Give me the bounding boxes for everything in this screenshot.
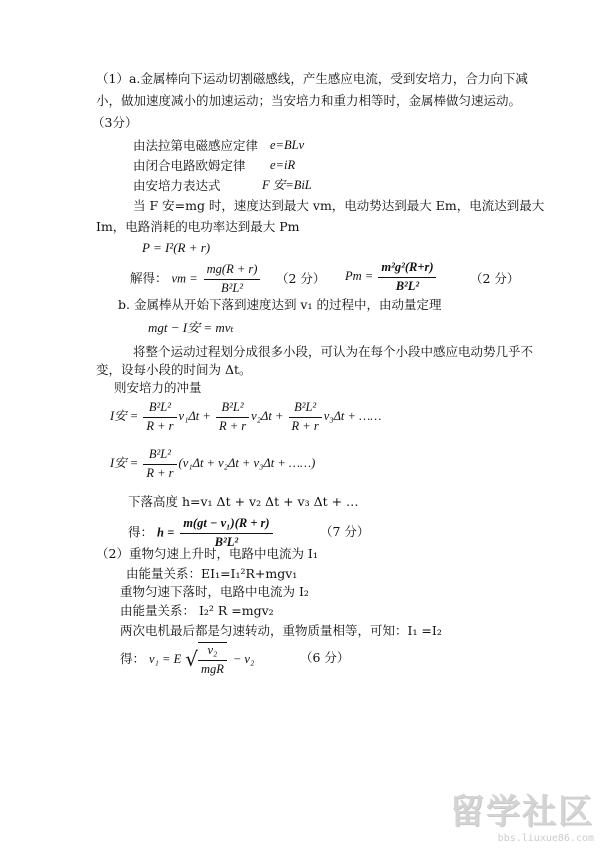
pm-result <box>345 260 438 294</box>
pm-lhs: Pm = <box>345 269 374 283</box>
impulse2-lhs: I安 = <box>110 456 139 470</box>
impulse2-frac-num: B²L² <box>143 447 176 465</box>
watermark-url: bbs.liuxue86.com <box>497 833 594 844</box>
score-6: （6 分） <box>300 650 350 665</box>
vm-result <box>130 262 262 296</box>
ampere-label: 由安培力表达式 <box>133 178 221 193</box>
impulse-term-3: v₃Δt + …… <box>323 409 382 423</box>
score-3: （3分） <box>92 115 138 130</box>
v1-result-label: 得： <box>120 651 146 667</box>
divide-line1: 将整个运动过程划分成很多小段，可认为在每个小段中感应电动势几乎不 <box>133 344 534 359</box>
v1-denominator: mgR <box>200 661 224 676</box>
watermark-logo: 留学社区 <box>450 792 594 832</box>
impulse-frac-2-den: R + r <box>218 418 247 433</box>
part2-line5: 两次电机最后都是匀速转动，重物质量相等，可知：I₁ =I₂ <box>120 623 442 638</box>
impulse-term-1: v₁Δt + <box>178 409 211 423</box>
power-formula: P = I²(R + r) <box>142 240 211 255</box>
score-2b: （2 分） <box>470 271 520 286</box>
pm-numerator: m²g²(R+r) <box>378 260 436 278</box>
part2-line3: 重物匀速下落时，电路中电流为 I₂ <box>120 584 309 599</box>
impulse-factored <box>110 447 315 481</box>
faraday-eq: e=BLv <box>270 138 305 152</box>
impulse-frac-3-den: R + r <box>291 418 319 433</box>
partb-intro: b. 金属棒从开始下落到速度达到 v₁ 的过程中，由动量定理 <box>118 297 442 312</box>
watermark <box>450 784 594 844</box>
part2-line2: 由能量关系：EI₁=I₁²R+mgv₁ <box>126 566 298 581</box>
vm-denominator: B²L² <box>220 280 244 295</box>
vm-numerator: mg(R + r) <box>204 262 261 280</box>
ohm-eq: e=iR <box>270 158 296 172</box>
vm-fraction <box>204 262 261 296</box>
solve-label: 解得： <box>130 270 168 286</box>
v1-rest: − v₂ <box>232 652 255 667</box>
impulse-lhs: I安 = <box>110 409 139 423</box>
score-7: （7 分） <box>320 524 370 539</box>
h-denominator: B²L² <box>214 534 239 549</box>
ampere-eq: F 安=BiL <box>262 178 312 192</box>
impulse-frac-2 <box>216 400 249 434</box>
v1-numerator: v₂ <box>198 643 227 661</box>
impulse-frac-3 <box>289 400 322 434</box>
faraday-label: 由法拉第电磁感应定律 <box>133 138 259 153</box>
max-condition-line2: Im，电路消耗的电功率达到最大 Pm <box>96 219 300 234</box>
divide-line2: 变，设每小段的时间为 Δt。 <box>96 362 252 377</box>
h-numerator: m(gt − v₁)(R + r) <box>180 516 272 534</box>
fall-height: 下落高度 h=v₁ Δt + v₂ Δt + v₃ Δt + … <box>128 494 359 509</box>
impulse-label: 则安培力的冲量 <box>114 380 202 395</box>
pm-denominator: B²L² <box>395 278 420 293</box>
impulse2-frac-den: R + r <box>146 465 174 480</box>
max-condition-line1: 当 F 安=mg 时，速度达到最大 vm，电动势达到最大 Em，电流达到最大 <box>133 198 545 213</box>
sqrt-sign: √ <box>185 647 198 672</box>
h-lhs: h = <box>157 525 175 540</box>
impulse-frac-3-num: B²L² <box>289 400 322 418</box>
vm-lhs: vm = <box>171 271 198 286</box>
impulse2-frac <box>143 447 176 481</box>
impulse-frac-1-den: R + r <box>146 418 174 433</box>
pm-fraction <box>378 260 436 294</box>
v1-sqrt-fraction <box>198 642 227 677</box>
part2-line4: 由能量关系： I₂² R =mgv₂ <box>120 603 274 618</box>
impulse-frac-1 <box>143 400 176 434</box>
v1-result <box>120 642 254 677</box>
score-2a: （2 分） <box>276 271 326 286</box>
impulse-frac-2-num: B²L² <box>216 400 249 418</box>
impulse-term-2: v₂Δt + <box>251 409 284 423</box>
para1-line2: 小，做加速度减小的加速运动；当安培力和重力相等时，金属棒做匀速运动。 <box>96 93 522 108</box>
part2-line1: （2）重物匀速上升时，电路中电流为 I₁ <box>96 546 318 561</box>
ohm-label: 由闭合电路欧姆定律 <box>133 158 246 173</box>
h-result-label: 得： <box>128 524 154 540</box>
impulse-frac-1-num: B²L² <box>143 400 176 418</box>
para1-line1: （1）a.金属棒向下运动切割磁感线，产生感应电流，受到安培力，合力向下减 <box>96 71 528 86</box>
impulse2-rest: (v₁Δt + v₂Δt + v₃Δt + ……) <box>178 456 316 470</box>
v1-lhs: v₁ = E <box>149 652 182 667</box>
impulse-sum <box>110 400 381 434</box>
momentum-theorem: mgt − I安 = mvₜ <box>148 320 234 335</box>
